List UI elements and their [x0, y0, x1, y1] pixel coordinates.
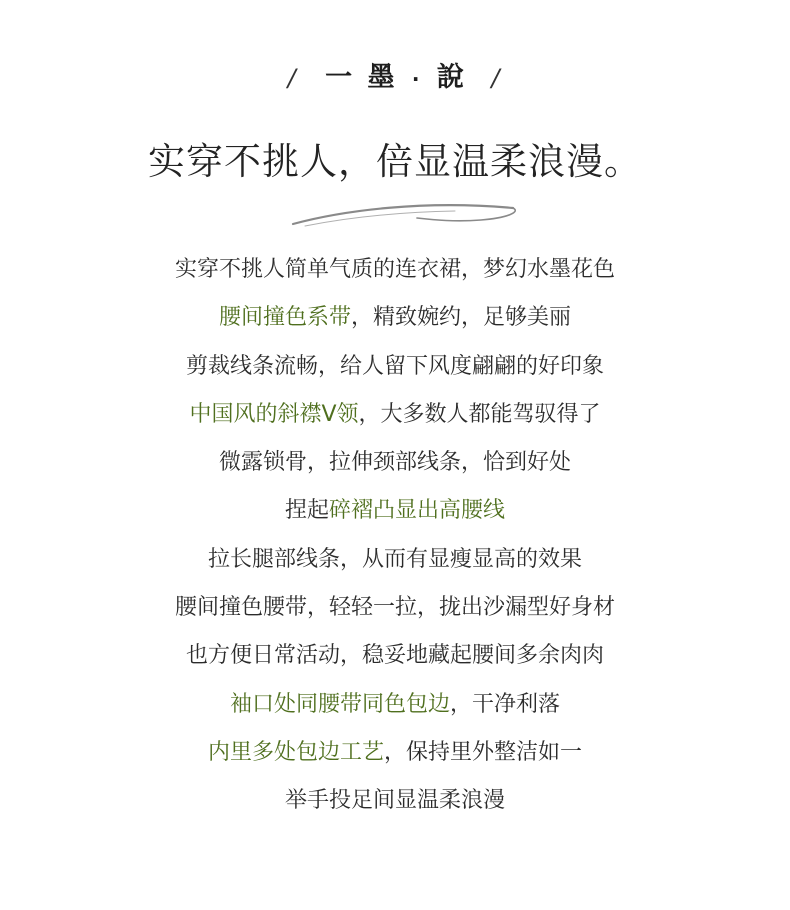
headline: 实穿不挑人，倍显温柔浪漫。 — [148, 140, 642, 183]
description-line-8 — [0, 584, 790, 632]
description-line-11 — [0, 729, 790, 777]
line-5-text: 微露锁骨，拉伸颈部线条，恰到好处 — [218, 450, 571, 476]
description-line-12 — [0, 777, 790, 825]
line-8-text: 腰间撞色腰带，轻轻一拉，拢出沙漏型好身材 — [174, 595, 615, 621]
line-2-text: ，精致婉约，足够美丽 — [351, 305, 572, 331]
description-line-3 — [0, 343, 790, 391]
line-4-highlight: 中国风的斜襟V领 — [189, 401, 359, 427]
line-6-highlight: 碎褶凸显出高腰线 — [329, 498, 506, 524]
line-10-highlight: 袖口处同腰带同色包边 — [229, 691, 450, 717]
description-line-5 — [0, 439, 790, 487]
brand-slash-right: / — [491, 64, 503, 92]
line-7-text: 拉长腿部线条，从而有显瘦显高的效果 — [207, 546, 582, 572]
description-line-2 — [0, 294, 790, 342]
swash-stroke-thin — [305, 211, 455, 226]
description-line-4 — [0, 391, 790, 439]
line-11-text: ，保持里外整洁如一 — [384, 739, 583, 765]
brand-title — [0, 58, 790, 99]
line-12-text: 举手投足间显温柔浪漫 — [284, 788, 505, 814]
swash-stroke-hook — [417, 208, 515, 221]
line-4-text: ，大多数人都能驾驭得了 — [358, 401, 601, 427]
line-1-text: 实穿不挑人简单气质的连衣裙，梦幻水墨花色 — [174, 257, 615, 282]
brand-part-1: 一 墨 — [325, 62, 398, 93]
brand-part-2: 說 — [436, 62, 467, 93]
description-line-6 — [0, 487, 790, 535]
description-lines — [0, 246, 790, 826]
description-line-9 — [0, 632, 790, 680]
brand-dot: · — [411, 67, 423, 91]
line-9-text: 也方便日常活动，稳妥地藏起腰间多余肉肉 — [185, 643, 604, 669]
brush-swash-decoration — [285, 190, 525, 235]
brand-slash-left: / — [287, 64, 299, 92]
line-2-highlight: 腰间撞色系带 — [218, 305, 351, 331]
swash-stroke-main — [293, 205, 513, 224]
line-6-prefix: 捏起 — [284, 498, 329, 524]
line-11-highlight: 内里多处包边工艺 — [207, 739, 384, 765]
line-3-text: 剪裁线条流畅，给人留下风度翩翩的好印象 — [185, 353, 604, 379]
description-line-7 — [0, 536, 790, 584]
line-10-text: ，干净利落 — [450, 691, 561, 717]
description-line-10 — [0, 681, 790, 729]
description-line-1 — [0, 246, 790, 294]
